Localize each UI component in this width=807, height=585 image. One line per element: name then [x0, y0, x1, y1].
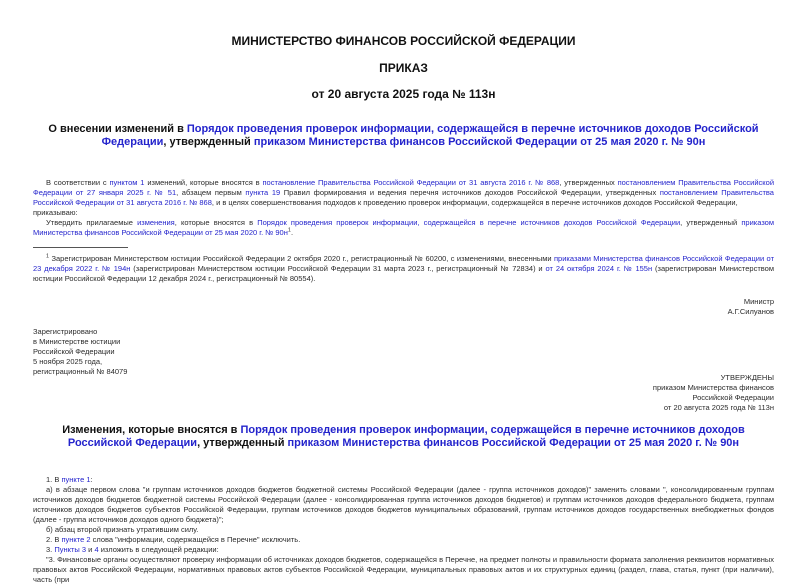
registration-line: Зарегистрировано: [33, 327, 98, 336]
document-header: [33, 34, 774, 101]
doc-link[interactable]: Пункты 3: [54, 545, 87, 554]
doc-link[interactable]: Порядок проведения проверок информации, содержащейся в перечне источников доходов Российской Федерации: [67, 424, 745, 449]
registration-line: в Министерстве юстиции: [33, 337, 121, 346]
doc-link[interactable]: от 24 октября 2024 г. № 155н: [545, 264, 653, 273]
text-segment: , утвержденный: [680, 218, 742, 227]
text-segment: (зарегистрирован Министерством юстиции Российской Федерации 31 марта 2023 г., регистрационный № 72834) и: [130, 264, 546, 273]
doc-link[interactable]: Порядок проведения проверок информации, содержащейся в перечне источников доходов Российской Федерации: [101, 123, 759, 148]
changes-item-1: [33, 475, 774, 485]
order-paragraph-2: [33, 218, 774, 238]
changes-heading: [33, 424, 774, 450]
changes-item-1a: [33, 485, 774, 525]
text-segment: Изменения, которые вносятся в: [62, 424, 241, 436]
doc-link[interactable]: приказом Министерства финансов Российской Федерации от 25 мая 2020 г. № 90н: [287, 437, 740, 449]
text-segment: "3. Финансовые органы осуществляют проверку информации об источниках доходов бюджетов, содержащейся в Перечне, на предмет полноты и правильности формата заполнения реквизитов нормативных правовых актов Российской Федерации, нормативных правовых актов субъектов Российской Федерации, муниципальных правовых актов и их структурных единиц (раздел, глава, статья, пункт (при наличии), часть (при: [33, 555, 774, 584]
approval-line: приказом Министерства финансов: [652, 383, 774, 392]
changes-item-2: [33, 535, 774, 545]
order-body: [33, 178, 774, 585]
changes-paragraph-3-new: [33, 555, 774, 585]
registration-line: регистрационный № 84079: [33, 367, 128, 376]
text-segment: :: [90, 475, 93, 484]
text-segment: Правил формирования и ведения перечня источников доходов Российской Федерации, утвержденных: [280, 188, 660, 197]
doc-link[interactable]: Порядок проведения проверок информации, содержащейся в перечне источников доходов Российской Федерации: [257, 218, 681, 227]
document-title: [33, 123, 774, 149]
approval-block: [33, 373, 774, 413]
text-segment: а) в абзаце первом слова "и группам источников доходов бюджетов бюджетной системы Российской Федерации (далее - группа источников доходов)" заменить словами ", консолидированным группам источников доходов бюджетов бюджетной системы Российской Федерации (далее - консолидированная группа источников доходов бюджетов) и группам источников доходов федерального бюджета, группам источников доходов бюджетов субъектов Российской Федерации, группам источников доходов бюджетов муниципальных образований, группам источников доходов государственных внебюджетных фондов (далее - группа источников доходов одного бюджета)";: [33, 485, 774, 524]
doc-link[interactable]: пункте 1: [61, 475, 91, 484]
doc-link[interactable]: постановлением Правительства Российской Федерации от 27 января 2025 г. № 51: [33, 178, 775, 197]
text-segment: В соответствии с: [46, 178, 110, 187]
text-segment: , которые вносятся в: [174, 218, 258, 227]
text-segment: Утвердить прилагаемые: [46, 218, 138, 227]
changes-body: [33, 475, 774, 585]
changes-item-3: [33, 545, 774, 555]
changes-item-1b: [33, 525, 774, 535]
text-segment: (зарегистрирован Министерством юстиции Российской Федерации 12 декабря 2024 г., регистрационный № 80554).: [33, 264, 774, 283]
doc-link[interactable]: постановлением Правительства Российской Федерации от 31 августа 2016 г. № 868: [33, 188, 774, 207]
signature-name: А.Г.Силуанов: [727, 307, 774, 316]
document-type: ПРИКАЗ: [379, 61, 428, 75]
text-segment: , утвержденных: [559, 178, 618, 187]
doc-link[interactable]: приказом Министерства финансов Российской Федерации от 25 мая 2020 г. № 90н: [33, 218, 775, 237]
text-segment: 1: [287, 227, 291, 234]
ministry-name: МИНИСТЕРСТВО ФИНАНСОВ РОССИЙСКОЙ ФЕДЕРАЦИИ: [231, 34, 576, 48]
doc-link[interactable]: приказом Министерства финансов Российской Федерации от 25 мая 2020 г. № 90н: [253, 136, 706, 148]
registration-line: Российской Федерации: [33, 347, 115, 356]
text-segment: , абзацем первым: [176, 188, 246, 197]
doc-link[interactable]: 4: [94, 545, 99, 554]
signature-block: [33, 297, 774, 317]
doc-link[interactable]: постановление Правительства Российской Федерации от 31 августа 2016 г. № 868: [262, 178, 560, 187]
footnote-text: [33, 254, 774, 284]
doc-link[interactable]: пункта 19: [245, 188, 281, 197]
footnote-divider: [33, 247, 128, 248]
signature-post: Министр: [743, 297, 774, 306]
doc-link[interactable]: изменения: [137, 218, 175, 227]
text-segment: Зарегистрирован Министерством юстиции Российской Федерации 2 октября 2020 г., регистрационный № 60200, с изменениями, внесенными: [49, 254, 554, 263]
text-segment: , утвержденный: [197, 437, 288, 449]
approval-line: Российской Федерации: [692, 393, 774, 402]
order-paragraph-1: [33, 178, 774, 208]
approval-line: УТВЕРЖДЕНЫ: [720, 373, 774, 382]
text-segment: 2. В: [46, 535, 62, 544]
text-segment: изменений, которые вносятся в: [144, 178, 263, 187]
text-segment: , и в целях совершенствования подходов к проведению проверок информации, содержащейся в перечне источников доходов Российской Федерации,: [211, 198, 738, 207]
text-segment: .: [290, 228, 294, 237]
text-segment: 3.: [46, 545, 55, 554]
text-segment: , утвержденный: [163, 136, 254, 148]
text-segment: 1: [46, 253, 50, 260]
text-segment: изложить в следующей редакции:: [98, 545, 219, 554]
approval-line: от 20 августа 2025 года № 113н: [663, 403, 774, 412]
doc-link[interactable]: пунктом 1: [109, 178, 145, 187]
text-segment: 1. В: [46, 475, 62, 484]
registration-block: [33, 327, 774, 377]
order-paragraph-closing: приказываю:: [33, 208, 78, 217]
document-date-number: от 20 августа 2025 года № 113н: [311, 87, 496, 101]
registration-line: 5 ноября 2025 года,: [33, 357, 103, 366]
text-segment: и: [86, 545, 95, 554]
text-segment: слова "информации, содержащейся в Перечне" исключить.: [90, 535, 301, 544]
text-segment: б) абзац второй признать утратившим силу.: [46, 525, 199, 534]
doc-link[interactable]: приказами Министерства финансов Российской Федерации от 23 декабря 2022 г. № 194н: [33, 254, 774, 273]
text-segment: О внесении изменений в: [48, 123, 187, 135]
doc-link[interactable]: пункте 2: [61, 535, 91, 544]
